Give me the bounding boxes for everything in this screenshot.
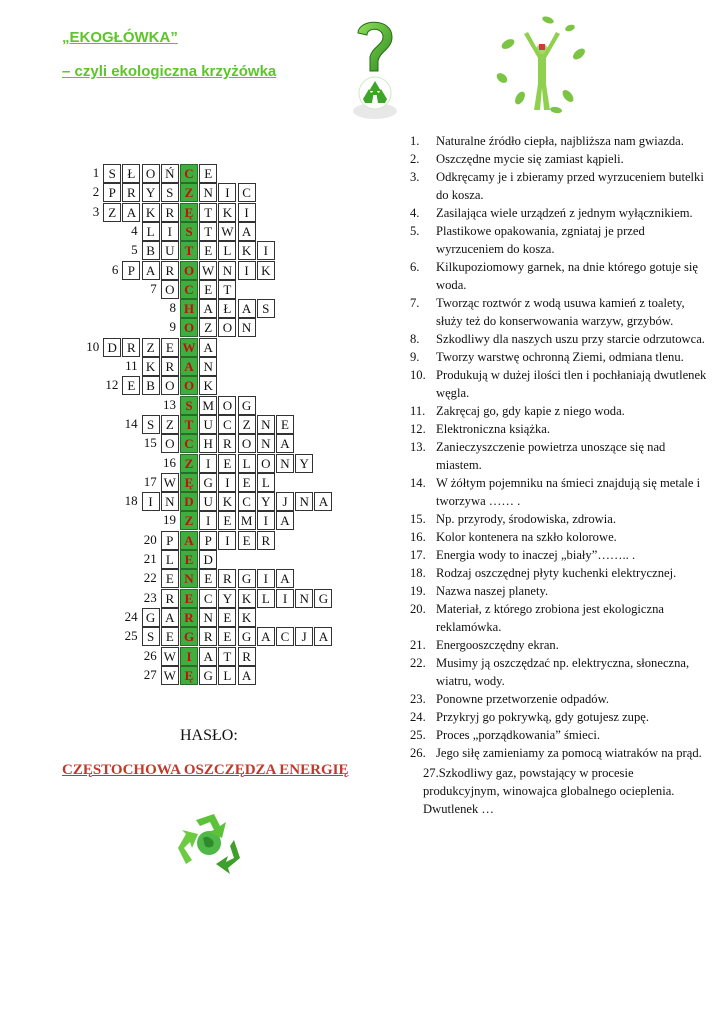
row-number: 14 xyxy=(124,415,138,431)
clue-item xyxy=(410,348,710,366)
crossword-cell: P xyxy=(122,261,140,280)
crossword-cell: Z xyxy=(142,338,160,357)
crossword-cell: L xyxy=(218,241,236,260)
crossword-cell: A xyxy=(314,492,332,511)
password-value: CZĘSTOCHOWA OSZCZĘDZA ENERGIĘ xyxy=(62,762,349,778)
crossword-cell: C xyxy=(218,415,236,434)
crossword-cell: W xyxy=(161,647,179,666)
crossword-cell: A xyxy=(276,569,294,588)
clue-number: 12. xyxy=(410,422,426,436)
crossword-cell: A xyxy=(276,511,294,530)
clue-number: 2. xyxy=(410,152,420,166)
clue-item xyxy=(410,764,710,818)
password-cell: O xyxy=(180,376,198,395)
title-line-1: „EKOGŁÓWKA” xyxy=(62,29,178,46)
clue-item xyxy=(410,366,710,402)
crossword-cell: K xyxy=(238,241,256,260)
crossword-cell: A xyxy=(161,608,179,627)
crossword-cell: S xyxy=(257,299,275,318)
crossword-cell: O xyxy=(161,280,179,299)
clue-number: 10. xyxy=(410,368,426,382)
crossword-cell: G xyxy=(199,473,217,492)
crossword-cell: L xyxy=(142,222,160,241)
row-number: 12 xyxy=(105,377,119,393)
crossword-cell: E xyxy=(161,627,179,646)
row-number: 23 xyxy=(143,589,157,605)
row-number: 10 xyxy=(86,338,100,354)
clue-text: Kilkupoziomowy garnek, na dnie którego gotuje się woda. xyxy=(436,260,698,292)
password-cell: W xyxy=(180,338,198,357)
crossword-cell: N xyxy=(257,415,275,434)
password-cell: G xyxy=(180,627,198,646)
crossword-cell: L xyxy=(238,454,256,473)
crossword-cell: R xyxy=(122,183,140,202)
crossword-cell: E xyxy=(199,241,217,260)
crossword-cell: B xyxy=(142,241,160,260)
crossword-cell: I xyxy=(257,511,275,530)
clue-text: Zasilająca wiele urządzeń z jednym wyłącznikiem. xyxy=(436,206,693,220)
crossword-cell: R xyxy=(122,338,140,357)
clue-number: 22. xyxy=(410,656,426,670)
crossword-cell: Z xyxy=(199,318,217,337)
clue-text: Szkodliwy gaz, powstający w procesie produkcyjnym, winowajca globalnego ocieplenia. Dwutlenek … xyxy=(423,766,675,816)
crossword-cell: C xyxy=(238,183,256,202)
clue-item xyxy=(410,330,710,348)
row-number: 20 xyxy=(143,531,157,547)
row-number: 1 xyxy=(92,165,100,180)
row-number: 11 xyxy=(125,358,138,373)
crossword-cell: K xyxy=(142,357,160,376)
clue-item xyxy=(410,438,710,474)
crossword-cell: K xyxy=(257,261,275,280)
crossword-cell: E xyxy=(199,164,217,183)
clue-number: 11. xyxy=(410,404,426,418)
person-leaves-icon xyxy=(494,14,590,118)
clue-text: Zakręcaj go, gdy kapie z niego woda. xyxy=(436,404,625,418)
crossword-cell: E xyxy=(218,511,236,530)
crossword-cell: E xyxy=(199,569,217,588)
clue-text: Energia wody to inaczej „biały”…….. . xyxy=(436,548,636,562)
crossword-cell: O xyxy=(142,164,160,183)
clue-text: Tworząc roztwór z wodą usuwa kamień z toalety, służy też do konserwowania warzyw, grzybów. xyxy=(436,296,685,328)
crossword-cell: I xyxy=(257,569,275,588)
row-number: 9 xyxy=(169,319,176,335)
clue-item xyxy=(410,528,710,546)
row-number: 2 xyxy=(92,184,100,200)
clue-number: 7. xyxy=(410,296,420,310)
crossword-cell: G xyxy=(238,627,256,646)
recycle-globe-icon xyxy=(174,810,244,874)
crossword-cell: K xyxy=(142,203,160,222)
crossword-cell: G xyxy=(238,396,256,415)
clue-item xyxy=(410,744,710,762)
crossword-cell: T xyxy=(218,647,236,666)
password-cell: C xyxy=(180,434,198,453)
password-cell: I xyxy=(180,647,198,666)
crossword-cell: E xyxy=(122,376,140,395)
crossword-cell: S xyxy=(161,183,179,202)
password-cell: T xyxy=(180,241,198,260)
clue-number: 4. xyxy=(410,206,420,220)
clue-item xyxy=(410,546,710,564)
clue-text: Przykryj go pokrywką, gdy gotujesz zupę. xyxy=(436,710,649,724)
crossword-cell: I xyxy=(142,492,160,511)
crossword-cell: O xyxy=(218,318,236,337)
crossword-cell: A xyxy=(238,299,256,318)
crossword-cell: K xyxy=(238,589,256,608)
clue-number: 26. xyxy=(410,746,426,760)
password-cell: E xyxy=(180,550,198,569)
crossword-cell: U xyxy=(199,492,217,511)
clue-item xyxy=(410,204,710,222)
crossword-cell: N xyxy=(199,183,217,202)
password-cell: A xyxy=(180,357,198,376)
row-number: 13 xyxy=(163,396,176,412)
crossword-cell: L xyxy=(257,589,275,608)
crossword-cell: O xyxy=(161,376,179,395)
clue-text: Materiał, z którego zrobiona jest ekologiczna reklamówka. xyxy=(436,602,664,634)
clue-number: 13. xyxy=(410,440,426,454)
clue-number: 18. xyxy=(410,566,426,580)
crossword-cell: N xyxy=(161,492,179,511)
crossword-cell: J xyxy=(276,492,294,511)
row-number: 26 xyxy=(143,647,157,663)
row-number: 22 xyxy=(143,570,157,586)
password-cell: Z xyxy=(180,183,198,202)
crossword-cell: E xyxy=(218,608,236,627)
clue-item xyxy=(410,690,710,708)
crossword-cell: H xyxy=(199,434,217,453)
password-cell: A xyxy=(180,531,198,550)
clue-text: Nazwa naszej planety. xyxy=(436,584,549,598)
clue-text: Np. przyrody, środowiska, zdrowia. xyxy=(436,512,617,526)
crossword-cell: R xyxy=(199,627,217,646)
clue-number: 9. xyxy=(410,350,420,364)
crossword-cell: N xyxy=(238,318,256,337)
clue-text: Szkodliwy dla naszych uszu przy starcie odrzutowca. xyxy=(436,332,705,346)
clue-text: Kolor kontenera na szkło kolorowe. xyxy=(436,530,617,544)
clue-text: Oszczędne mycie się zamiast kąpieli. xyxy=(436,152,624,166)
password-cell: Ę xyxy=(180,473,198,492)
crossword-cell: I xyxy=(218,473,236,492)
crossword-cell: W xyxy=(161,473,179,492)
crossword-cell: E xyxy=(161,338,179,357)
crossword-cell: R xyxy=(218,569,236,588)
crossword-cell: Y xyxy=(257,492,275,511)
clue-item xyxy=(410,510,710,528)
crossword-cell: Z xyxy=(161,415,179,434)
title-line-2: – czyli ekologiczna krzyżówka xyxy=(62,63,277,80)
crossword-cell: R xyxy=(257,531,275,550)
clue-item xyxy=(410,726,710,744)
clue-number: 8. xyxy=(410,332,420,346)
password-cell: Ę xyxy=(180,666,198,685)
clue-text: Odkręcamy je i zbieramy przed wyrzuceniem butelki do kosza. xyxy=(436,170,704,202)
clue-number: 19. xyxy=(410,584,426,598)
crossword-cell: K xyxy=(199,376,217,395)
crossword-grid xyxy=(0,0,400,720)
row-number: 7 xyxy=(150,280,157,296)
password-cell: C xyxy=(180,280,198,299)
clue-item xyxy=(410,222,710,258)
password-cell: H xyxy=(180,299,198,318)
password-label: HASŁO: xyxy=(180,727,238,744)
clue-item xyxy=(410,636,710,654)
clue-number: 6. xyxy=(410,260,420,274)
crossword-cell: R xyxy=(161,261,179,280)
clue-number: 23. xyxy=(410,692,426,706)
crossword-cell: R xyxy=(238,647,256,666)
crossword-cell: G xyxy=(314,589,332,608)
row-number: 24 xyxy=(124,608,138,624)
crossword-cell: E xyxy=(238,531,256,550)
crossword-cell: U xyxy=(199,415,217,434)
clue-item xyxy=(410,564,710,582)
clue-text: Rodzaj oszczędnej płyty kuchenki elektrycznej. xyxy=(436,566,677,580)
crossword-cell: M xyxy=(238,511,256,530)
crossword-cell: N xyxy=(199,357,217,376)
crossword-cell: A xyxy=(142,261,160,280)
crossword-cell: W xyxy=(218,222,236,241)
crossword-cell: A xyxy=(199,299,217,318)
crossword-cell: K xyxy=(238,608,256,627)
crossword-cell: A xyxy=(238,666,256,685)
crossword-cell: I xyxy=(199,454,217,473)
crossword-cell: O xyxy=(238,434,256,453)
clue-item xyxy=(410,402,710,420)
crossword-cell: A xyxy=(122,203,140,222)
clue-item xyxy=(410,600,710,636)
password-cell: Z xyxy=(180,511,198,530)
clue-number: 14. xyxy=(410,476,426,490)
clue-number: 21. xyxy=(410,638,426,652)
crossword-cell: O xyxy=(161,434,179,453)
crossword-cell: U xyxy=(161,241,179,260)
crossword-cell: P xyxy=(103,183,121,202)
clue-item xyxy=(410,474,710,510)
crossword-cell: I xyxy=(276,589,294,608)
password-cell: Ę xyxy=(180,203,198,222)
crossword-cell: E xyxy=(218,454,236,473)
crossword-cell: Y xyxy=(218,589,236,608)
crossword-cell: A xyxy=(238,222,256,241)
crossword-cell: D xyxy=(103,338,121,357)
clue-item xyxy=(410,708,710,726)
row-number: 8 xyxy=(169,300,176,316)
crossword-cell: E xyxy=(238,473,256,492)
clue-number: 25. xyxy=(410,728,426,742)
clue-number: 20. xyxy=(410,602,426,616)
crossword-cell: C xyxy=(276,627,294,646)
clue-number: 16. xyxy=(410,530,426,544)
row-number: 15 xyxy=(143,435,157,451)
clue-number: 15. xyxy=(410,512,426,526)
crossword-cell: I xyxy=(238,261,256,280)
crossword-cell: I xyxy=(257,241,275,260)
clue-item xyxy=(410,150,710,168)
password-cell: O xyxy=(180,318,198,337)
crossword-cell: T xyxy=(218,280,236,299)
crossword-cell: E xyxy=(199,280,217,299)
crossword-cell: Z xyxy=(238,415,256,434)
crossword-cell: A xyxy=(314,627,332,646)
clue-item xyxy=(410,132,710,150)
clue-text: Produkują w dużej ilości tlen i pochłaniają dwutlenek węgla. xyxy=(436,368,707,400)
crossword-cell: L xyxy=(257,473,275,492)
clue-number: 27. xyxy=(423,766,439,780)
clue-text: Tworzy warstwę ochronną Ziemi, odmiana tlenu. xyxy=(436,350,684,364)
clue-item xyxy=(410,294,710,330)
password-cell: O xyxy=(180,261,198,280)
crossword-cell: E xyxy=(276,415,294,434)
clue-number: 1. xyxy=(410,134,420,148)
crossword-cell: K xyxy=(218,492,236,511)
crossword-cell: E xyxy=(218,627,236,646)
crossword-cell: L xyxy=(218,666,236,685)
clue-item xyxy=(410,582,710,600)
row-number: 21 xyxy=(143,551,157,566)
crossword-cell: S xyxy=(142,415,160,434)
crossword-cell: I xyxy=(161,222,179,241)
crossword-cell: Ł xyxy=(122,164,140,183)
crossword-cell: S xyxy=(103,164,121,183)
crossword-cell: I xyxy=(218,183,236,202)
crossword-cell: E xyxy=(161,569,179,588)
crossword-cell: N xyxy=(257,434,275,453)
crossword-cell: A xyxy=(257,627,275,646)
crossword-cell: R xyxy=(161,203,179,222)
crossword-cell: N xyxy=(295,492,313,511)
row-number: 6 xyxy=(111,261,119,277)
password-cell: C xyxy=(180,164,198,183)
password-cell: N xyxy=(180,569,198,588)
crossword-cell: A xyxy=(199,647,217,666)
password-cell: T xyxy=(180,415,198,434)
password-cell: D xyxy=(180,492,198,511)
crossword-cell: R xyxy=(161,589,179,608)
password-cell: S xyxy=(180,396,198,415)
clue-number: 17. xyxy=(410,548,426,562)
clue-text: Musimy ją oszczędzać np. elektryczna, słoneczna, wiatru, wody. xyxy=(436,656,690,688)
clue-item xyxy=(410,420,710,438)
crossword-cell: J xyxy=(295,627,313,646)
row-number: 5 xyxy=(131,242,138,258)
clue-item xyxy=(410,258,710,294)
crossword-cell: C xyxy=(199,589,217,608)
row-number: 4 xyxy=(131,222,138,238)
crossword-cell: M xyxy=(199,396,217,415)
clues-list xyxy=(410,132,710,818)
crossword-cell: N xyxy=(199,608,217,627)
crossword-cell: G xyxy=(199,666,217,685)
password-cell: S xyxy=(180,222,198,241)
row-number: 19 xyxy=(163,512,176,528)
crossword-cell: A xyxy=(276,434,294,453)
clue-number: 5. xyxy=(410,224,420,238)
crossword-cell: W xyxy=(199,261,217,280)
crossword-cell: Ł xyxy=(218,299,236,318)
crossword-cell: O xyxy=(257,454,275,473)
clue-item xyxy=(410,168,710,204)
crossword-cell: P xyxy=(199,531,217,550)
crossword-cell: I xyxy=(199,511,217,530)
crossword-cell: S xyxy=(142,627,160,646)
crossword-cell: G xyxy=(238,569,256,588)
clue-text: Proces „porządkowania” śmieci. xyxy=(436,728,601,742)
clue-item xyxy=(410,654,710,690)
crossword-cell: K xyxy=(218,203,236,222)
row-number: 16 xyxy=(163,454,176,470)
crossword-cell: I xyxy=(218,531,236,550)
password-cell: E xyxy=(180,589,198,608)
crossword-cell: N xyxy=(295,589,313,608)
row-number: 27 xyxy=(143,666,157,682)
row-number: 3 xyxy=(92,203,100,219)
clue-text: W żółtym pojemniku na śmieci znajdują się metale i tworzywa …… . xyxy=(436,476,701,508)
crossword-cell: D xyxy=(199,550,217,569)
crossword-cell: C xyxy=(238,492,256,511)
row-number: 17 xyxy=(143,473,157,489)
password-cell: Z xyxy=(180,454,198,473)
crossword-cell: I xyxy=(238,203,256,222)
crossword-cell: O xyxy=(218,396,236,415)
crossword-cell: R xyxy=(218,434,236,453)
clue-text: Naturalne źródło ciepła, najbliższa nam gwiazda. xyxy=(436,134,684,148)
row-number: 25 xyxy=(124,628,138,644)
crossword-cell: P xyxy=(161,531,179,550)
crossword-cell: Y xyxy=(142,183,160,202)
crossword-cell: B xyxy=(142,376,160,395)
clue-text: Zanieczyszczenie powietrza unoszące się nad miastem. xyxy=(436,440,666,472)
row-number: 18 xyxy=(124,493,138,509)
crossword-cell: N xyxy=(276,454,294,473)
crossword-cell: T xyxy=(199,203,217,222)
clue-number: 24. xyxy=(410,710,426,724)
crossword-cell: A xyxy=(199,338,217,357)
crossword-cell: W xyxy=(161,666,179,685)
clue-text: Ponowne przetworzenie odpadów. xyxy=(436,692,609,706)
crossword-cell: R xyxy=(161,357,179,376)
crossword-cell: G xyxy=(142,608,160,627)
crossword-cell: Ń xyxy=(161,164,179,183)
password-cell: R xyxy=(180,608,198,627)
crossword-cell: N xyxy=(218,261,236,280)
clue-text: Jego siłę zamieniamy za pomocą wiatraków na prąd. xyxy=(436,746,702,760)
clue-text: Plastikowe opakowania, zgniataj je przed wyrzuceniem do kosza. xyxy=(436,224,645,256)
clue-text: Energooszczędny ekran. xyxy=(436,638,559,652)
clue-number: 3. xyxy=(410,170,420,184)
crossword-cell: Z xyxy=(103,203,121,222)
crossword-cell: Y xyxy=(295,454,313,473)
crossword-cell: L xyxy=(161,550,179,569)
crossword-cell: T xyxy=(199,222,217,241)
clue-text: Elektroniczna książka. xyxy=(436,422,550,436)
